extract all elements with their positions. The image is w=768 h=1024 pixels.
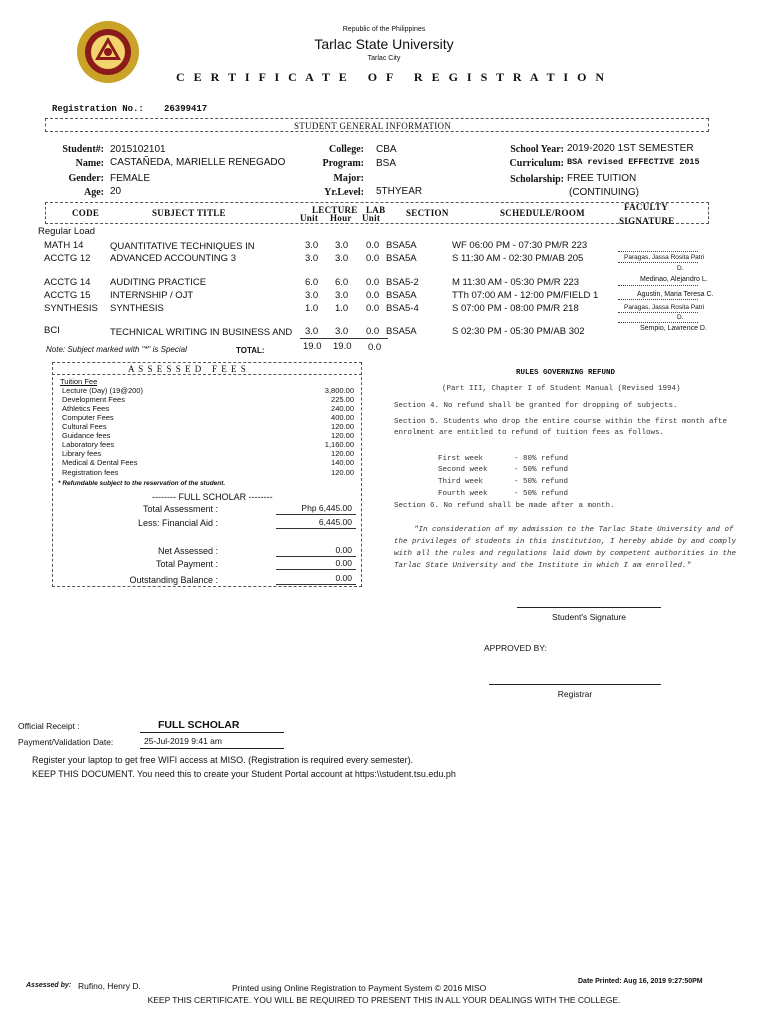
payment-date-label: Payment/Validation Date: — [18, 737, 114, 747]
official-receipt-value: FULL SCHOLAR — [158, 719, 240, 731]
student-signature-line — [517, 607, 661, 608]
name-value: CASTAÑEDA, MARIELLE RENEGADO — [110, 157, 286, 168]
total-label: TOTAL: — [236, 346, 265, 355]
total-assessment-label: Total Assessment : — [142, 504, 218, 514]
fee-label: Cultural Fees — [62, 422, 107, 431]
faculty-name-2: D. — [677, 265, 684, 272]
fee-label: Lecture (Day) (19@200) — [62, 386, 143, 395]
student-no-value: 2015102101 — [110, 144, 166, 155]
col-hour: Hour — [330, 213, 352, 223]
payment-date-underline — [140, 748, 284, 749]
city-text: Tarlac City — [367, 55, 401, 62]
program-label: Program: — [322, 158, 364, 169]
student-info-title: STUDENT GENERAL INFORMATION — [294, 121, 452, 131]
subject-title: AUDITING PRACTICE — [110, 277, 207, 288]
refund-percent: - 50% refund — [514, 478, 569, 486]
refund-percent: - 50% refund — [514, 490, 569, 498]
subject-schedule: S 02:30 PM - 05:30 PM/AB 302 — [452, 326, 585, 337]
total-payment-label: Total Payment : — [155, 559, 218, 569]
subject-lab: 0.0 — [366, 326, 380, 337]
keep-document-notice: KEEP THIS DOCUMENT. You need this to create your Student Portal account at https:\\student.tsu.edu.ph — [32, 769, 456, 779]
subject-title: INTERNSHIP / OJT — [110, 290, 194, 301]
fee-label: Athletics Fees — [62, 404, 110, 413]
admission-quote-2: the privileges of students in this institution, I hereby abide by and comply — [394, 538, 737, 546]
fee-label: Computer Fees — [62, 413, 114, 422]
registration-label: Registration No.: — [52, 104, 144, 114]
col-code: CODE — [72, 208, 100, 218]
fee-label: Laboratory fees — [62, 440, 115, 449]
faculty-name: Agustin, Maria Teresa C. — [637, 291, 714, 298]
registrar-signature-line — [489, 684, 661, 685]
yrlevel-value: 5THYEAR — [376, 186, 423, 197]
special-subject-note: Note: Subject marked with "*" is Special — [46, 345, 187, 354]
scholarship-label: Scholarship: — [510, 174, 564, 185]
subject-code: BCI — [44, 325, 60, 336]
admission-quote-3: with all the rules and regulations laid down by competent authorities in the — [394, 550, 737, 558]
fee-amount: 120.00 — [331, 431, 354, 440]
subject-lab: 0.0 — [366, 240, 380, 251]
subject-lab: 0.0 — [366, 253, 380, 264]
subject-code: SYNTHESIS — [44, 303, 98, 314]
name-label: Name: — [75, 158, 104, 169]
refund-week: First week — [438, 455, 484, 463]
subject-title: SYNTHESIS — [110, 303, 164, 314]
subject-title: ADVANCED ACCOUNTING 3 — [110, 253, 236, 264]
student-signature-label: Student's Signature — [552, 612, 626, 622]
subject-schedule: S 11:30 AM - 02:30 PM/AB 205 — [452, 253, 584, 264]
curriculum-label: Curriculum: — [509, 158, 564, 169]
subject-unit: 3.0 — [305, 326, 319, 337]
subject-hour: 6.0 — [335, 277, 349, 288]
admission-quote-4: Tarlac State University and the Institute in which I am enrolled." — [394, 562, 692, 570]
faculty-signature-line — [618, 312, 698, 313]
student-no-label: Student#: — [62, 144, 104, 155]
col-schedule: SCHEDULE/ROOM — [500, 208, 585, 218]
fees-title-underline — [52, 374, 362, 375]
col-signature: SIGNATURE — [619, 216, 675, 226]
fee-amount: 120.00 — [331, 449, 354, 458]
faculty-name: Medinao, Alejandro L. — [640, 276, 708, 283]
refund-section-4: Section 4. No refund shall be granted for dropping of subjects. — [394, 402, 678, 410]
subject-hour: 3.0 — [335, 253, 349, 264]
fee-amount: 120.00 — [331, 468, 354, 477]
col-lecture: LECTURE — [312, 205, 358, 215]
subject-lab: 0.0 — [366, 277, 380, 288]
keep-certificate-notice: KEEP THIS CERTIFICATE. YOU WILL BE REQUIRED TO PRESENT THIS IN ALL YOUR DEALINGS WITH THE COLLEGE. — [147, 995, 621, 1005]
subject-unit: 1.0 — [305, 303, 319, 314]
subject-schedule: S 07:00 PM - 08:00 PM/R 218 — [452, 303, 579, 314]
total-payment-underline — [276, 569, 356, 570]
yrlevel-label: Yr.Level: — [324, 187, 364, 198]
col-lab-unit: Unit — [362, 213, 381, 223]
fee-label: Guidance fees — [62, 431, 111, 440]
col-lab: LAB — [366, 205, 386, 215]
faculty-signature-line — [618, 285, 698, 286]
major-label: Major: — [333, 173, 364, 184]
age-value: 20 — [110, 186, 122, 197]
printed-by-system: Printed using Online Registration to Payment System © 2016 MISO — [232, 983, 487, 993]
scholarship-value-2: (CONTINUING) — [569, 187, 639, 198]
refund-section-6: Section 6. No refund shall be made after a month. — [394, 502, 615, 510]
refundable-note: * Refundable subject to the reservation of the student. — [58, 480, 226, 487]
fee-label: Library fees — [62, 449, 102, 458]
subject-lab: 0.0 — [366, 290, 380, 301]
subject-hour: 3.0 — [335, 326, 349, 337]
official-receipt-label: Official Receipt : — [18, 721, 80, 731]
fee-amount: 120.00 — [331, 422, 354, 431]
assessed-by-name: Rufino, Henry D. — [78, 981, 141, 991]
subject-section: BSA5A — [386, 253, 417, 264]
fee-amount: 240.00 — [331, 404, 354, 413]
subject-section: BSA5A — [386, 326, 417, 337]
subject-schedule: M 11:30 AM - 05:30 PM/R 223 — [452, 277, 580, 288]
fee-amount: 3,800.00 — [324, 386, 354, 395]
fee-amount: 140.00 — [331, 458, 354, 467]
faculty-name-2: D. — [677, 314, 684, 321]
refund-week: Fourth week — [438, 490, 488, 498]
subject-hour: 1.0 — [335, 303, 349, 314]
fee-amount: 1,160.00 — [324, 440, 354, 449]
subject-schedule: TTh 07:00 AM - 12:00 PM/FIELD 1 — [452, 290, 599, 301]
wifi-notice: Register your laptop to get free WIFI access at MISO. (Registration is required every semester). — [32, 755, 414, 765]
refund-percent: - 80% refund — [514, 455, 569, 463]
col-unit: Unit — [300, 213, 319, 223]
outstanding-balance-underline — [276, 584, 356, 585]
official-receipt-underline — [140, 732, 284, 733]
financial-aid-label: Less: Financial Aid : — [137, 518, 218, 528]
full-scholar-line: -------- FULL SCHOLAR -------- — [152, 492, 273, 502]
subject-code: ACCTG 14 — [44, 277, 91, 288]
col-section: SECTION — [406, 208, 449, 218]
total-hour: 19.0 — [333, 341, 352, 352]
col-faculty: FACULTY — [624, 202, 669, 212]
refund-section-5-line-1: Section 5. Students who drop the entire course within the first month afte — [394, 418, 728, 426]
faculty-signature-line — [618, 251, 698, 252]
refund-section-5-line-2: enrolment are entitled to refund of tuition fees as follows. — [394, 429, 665, 437]
subject-section: BSA5A — [386, 240, 417, 251]
refund-week: Third week — [438, 478, 484, 486]
total-payment-value: 0.00 — [335, 558, 352, 568]
subject-unit: 3.0 — [305, 240, 319, 251]
republic-text: Republic of the Philippines — [342, 26, 426, 33]
subject-section: BSA5-2 — [386, 277, 419, 288]
total-unit: 19.0 — [303, 341, 322, 352]
financial-aid-value: 6,445.00 — [318, 517, 352, 527]
faculty-name: Paragas, Jassa Rosita Patri — [624, 304, 705, 311]
gender-label: Gender: — [68, 173, 104, 184]
total-assessment-value: Php 6,445.00 — [301, 503, 352, 513]
college-value: CBA — [376, 144, 397, 155]
refund-percent: - 50% refund — [514, 466, 569, 474]
financial-aid-underline — [276, 528, 356, 529]
net-assessed-underline — [276, 556, 356, 557]
subject-code: ACCTG 15 — [44, 290, 91, 301]
outstanding-balance-label: Outstanding Balance : — [129, 575, 218, 585]
age-label: Age: — [84, 187, 104, 198]
tuition-fee-label: Tuition Fee — [60, 377, 98, 386]
subject-hour: 3.0 — [335, 290, 349, 301]
subject-section: BSA5-4 — [386, 303, 419, 314]
col-subject-title: SUBJECT TITLE — [152, 208, 226, 218]
assessed-fees-title: A S S E S S E D F E E S — [128, 364, 247, 374]
subject-section: BSA5A — [386, 290, 417, 301]
admission-quote-1: "In consideration of my admission to the Tarlac State University and of — [414, 526, 734, 534]
faculty-name: Sempio, Lawrence D. — [640, 325, 707, 332]
subject-unit: 3.0 — [305, 253, 319, 264]
assessed-by-label: Assessed by: — [26, 982, 72, 989]
subject-title: TECHNICAL WRITING IN BUSINESS AND — [110, 327, 293, 338]
total-lab: 0.0 — [368, 342, 382, 353]
fee-label: Development Fees — [62, 395, 125, 404]
subject-title: QUANTITATIVE TECHNIQUES IN — [110, 241, 255, 252]
fee-label: Medical & Dental Fees — [62, 458, 138, 467]
approved-by-label: APPROVED BY: — [484, 643, 547, 653]
registrar-label: Registrar — [557, 689, 593, 699]
net-assessed-label: Net Assessed : — [157, 546, 218, 556]
net-assessed-value: 0.00 — [335, 545, 352, 555]
school-year-value: 2019-2020 1ST SEMESTER — [567, 143, 694, 154]
subject-hour: 3.0 — [335, 240, 349, 251]
regular-load-label: Regular Load — [38, 226, 96, 237]
faculty-signature-line — [618, 299, 698, 300]
gender-value: FEMALE — [110, 173, 151, 184]
date-printed: Date Printed: Aug 16, 2019 9:27:50PM — [578, 978, 703, 985]
subject-schedule: WF 06:00 PM - 07:30 PM/R 223 — [452, 240, 588, 251]
refund-rules-subtitle: (Part III, Chapter I of Student Manual (Revised 1994) — [442, 385, 681, 393]
university-name: Tarlac State University — [314, 36, 454, 52]
school-year-label: School Year: — [510, 144, 564, 155]
faculty-signature-line — [618, 262, 698, 263]
totals-divider — [300, 338, 388, 339]
faculty-name: Paragas, Jassa Rosita Patri — [624, 254, 705, 261]
subject-code: MATH 14 — [44, 240, 84, 251]
scholarship-value: FREE TUITION — [567, 173, 637, 184]
faculty-signature-line — [618, 322, 698, 323]
subject-unit: 6.0 — [305, 277, 319, 288]
program-value: BSA — [376, 158, 397, 169]
college-label: College: — [329, 144, 364, 155]
fee-label: Registration fees — [62, 468, 119, 477]
fee-amount: 225.00 — [331, 395, 354, 404]
total-assessment-underline — [276, 514, 356, 515]
refund-rules-title: RULES GOVERNING REFUND — [516, 369, 616, 377]
subject-code: ACCTG 12 — [44, 253, 91, 264]
payment-date-value: 25-Jul-2019 9:41 am — [144, 736, 222, 746]
curriculum-value: BSA revised EFFECTIVE 2015 — [567, 157, 700, 167]
outstanding-balance-value: 0.00 — [335, 573, 352, 583]
certificate-title: C E R T I F I C A T E O F R E G I S T R A T I O N — [176, 70, 608, 84]
refund-week: Second week — [438, 466, 488, 474]
subject-lab: 0.0 — [366, 303, 380, 314]
subject-unit: 3.0 — [305, 290, 319, 301]
fee-amount: 400.00 — [331, 413, 354, 422]
registration-number: 26399417 — [164, 104, 208, 114]
